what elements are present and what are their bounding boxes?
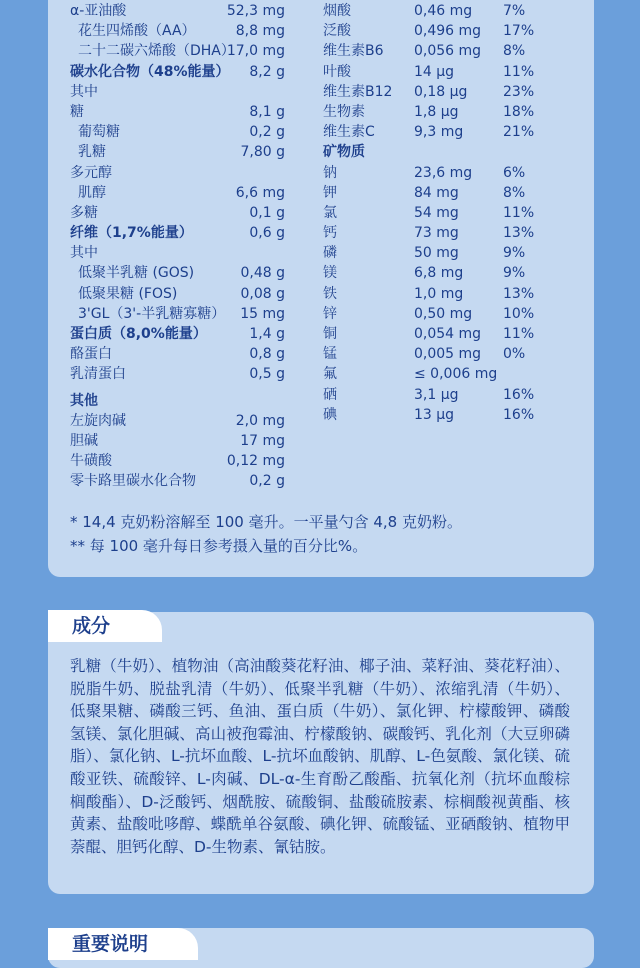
nutrient-row [70,324,285,344]
note-reference-intake: ** 每 100 毫升每日参考摄入量的百分比%。 [70,537,368,555]
nutrient-name: 酪蛋白 [70,346,112,363]
nutrient-row [323,122,563,142]
nutrient-row [70,431,285,451]
nutrient-row [70,223,285,243]
nutrient-row [70,1,285,21]
nutrient-name: 乳清蛋白 [70,366,126,383]
nutrient-row [323,364,563,384]
nutrient-row [70,364,285,384]
nutrient-name: 其他 [70,392,98,409]
nutrient-row [70,304,285,324]
nutrient-row [70,391,285,411]
nutrient-percent: 9% [503,245,526,262]
nutrient-percent: 6% [503,164,526,181]
nutrient-name: 低聚半乳糖 (GOS) [78,265,195,282]
ingredients-title: 成分 [48,610,162,642]
nutrient-row [323,284,563,304]
nutrient-name: 零卡路里碳水化合物 [70,473,196,490]
nutrient-value: 6,6 mg [235,184,285,201]
nutrient-name: 钠 [323,164,337,181]
nutrient-value: 0,5 g [249,366,285,383]
nutrient-name: 胆碱 [70,432,98,449]
nutrient-name: 其中 [70,83,98,100]
nutrient-name: 乳糖 [78,144,106,161]
nutrient-row [70,62,285,82]
nutrient-value: 0,46 mg [414,3,473,19]
nutrient-row [323,304,563,324]
nutrient-row [323,21,563,41]
important-title: 重要说明 [48,928,198,960]
nutrient-row [323,203,563,223]
ingredients-text: 乳糖（牛奶）、植物油（高油酸葵花籽油、椰子油、菜籽油、葵花籽油）、脱脂牛奶、脱盐乳清（牛奶）、低聚半乳糖（牛奶）、浓缩乳清（牛奶）、低聚果糖、磷酸三钙、鱼油、蛋白质（牛奶）、氯化钾、柠檬酸钾、磷酸氢镁、氯化胆碱、高山被孢霉油、柠檬酸钠、碳酸钙、乳化剂（大豆卵磷脂）、氯化钠、L-抗坏血酸、L-抗坏血酸钠、肌醇、L-色氨酸、氯化镁、硫酸亚铁、硫酸锌、L-肉碱、DL-α-生育酚乙酸酯、抗氧化剂（抗坏血酸棕榈酸酯）、D-泛酸钙、烟酰胺、硫酸铜、盐酸硫胺素、棕榈酸视黄酯、核黄素、盐酸吡哆醇、蝶酰单谷氨酸、碘化钾、硫酸锰、亚硒酸钠、植物甲萘醌、胆钙化醇、D-生物素、氰钴胺。 [70,657,570,856]
nutrient-percent: 13% [503,285,535,302]
nutrient-value: 0,8 g [249,346,285,363]
nutrient-name: 叶酸 [323,63,351,80]
nutrient-value: 73 mg [414,225,459,242]
nutrient-value: ≤ 0,006 mg [414,366,498,383]
nutrient-row [70,21,285,41]
nutrient-value: 1,4 g [249,326,285,342]
nutrient-value: 0,08 g [240,285,285,302]
nutrient-row [70,142,285,162]
nutrient-row [70,263,285,283]
nutrient-percent: 18% [503,103,535,120]
nutrient-value: 8,2 g [249,63,285,80]
nutrient-name: 蛋白质（8,0%能量） [70,326,207,342]
nutrient-percent: 17% [503,23,535,40]
nutrient-value: 54 mg [414,204,459,221]
nutrient-value: 0,1 g [249,204,285,221]
nutrient-value: 17 mg [240,432,285,449]
nutrient-row [70,411,285,431]
nutrient-value: 0,12 mg [226,453,285,470]
nutrient-name: 硒 [323,386,337,403]
nutrient-name: 磷 [323,245,337,262]
nutrient-row [323,385,563,405]
nutrient-percent: 10% [503,305,535,322]
nutrient-name: 多元醇 [70,164,112,181]
nutrient-row [70,451,285,471]
nutrient-name: 镁 [323,265,337,282]
nutrient-name: 葡萄糖 [78,124,120,141]
nutrient-row [70,102,285,122]
nutrient-name: 3'GL（3'-半乳糖寡糖） [78,305,226,322]
nutrient-value: 6,8 mg [414,265,464,282]
nutrient-value: 0,48 g [240,265,285,282]
nutrient-name: 泛酸 [323,23,351,40]
nutrient-value: 84 mg [414,184,459,201]
nutrient-name: 花生四烯酸（AA） [78,23,196,40]
nutrient-row [323,1,563,21]
nutrient-row [70,82,285,102]
nutrient-row [70,203,285,223]
nutrient-name: 矿物质 [323,144,365,161]
nutrient-value: 0,2 g [249,124,285,141]
nutrient-row [70,471,285,491]
nutrient-value: 1,8 µg [414,103,459,120]
nutrient-name: 低聚果糖 (FOS) [78,285,178,302]
nutrient-value: 17,0 mg [226,43,285,60]
nutrient-percent: 11% [503,63,535,80]
nutrient-value: 23,6 mg [414,164,473,181]
nutrient-percent: 16% [503,406,535,423]
nutrition-notes [70,510,462,558]
nutrient-row [323,243,563,263]
nutrient-value: 15 mg [240,305,285,322]
nutrient-value: 3,1 µg [414,386,459,403]
nutrient-value: 13 µg [414,406,455,423]
nutrient-value: 0,6 g [249,225,285,242]
nutrient-row [70,122,285,142]
nutrient-name: 维生素B6 [323,43,384,60]
nutrient-value: 8,1 g [249,103,285,120]
nutrient-row [323,62,563,82]
nutrient-name: 二十二碳六烯酸（DHA） [78,43,235,60]
nutrient-value: 0,18 µg [414,83,468,100]
nutrient-name: 左旋肉碱 [70,412,126,429]
nutrient-row [323,405,563,425]
nutrient-value: 0,056 mg [414,43,482,60]
nutrient-row [323,82,563,102]
nutrient-row [323,142,563,162]
note-serving: * 14,4 克奶粉溶解至 100 毫升。一平量勺含 4,8 克奶粉。 [70,513,462,531]
nutrient-value: 52,3 mg [226,3,285,19]
nutrient-percent: 8% [503,184,526,201]
nutrient-name: 肌醇 [78,184,106,201]
nutrient-value: 1,0 mg [414,285,464,302]
nutrient-name: 钙 [323,225,337,242]
nutrient-row [323,41,563,61]
nutrient-percent: 21% [503,124,535,141]
nutrient-percent: 0% [503,346,526,363]
nutrient-row [70,284,285,304]
nutrient-percent: 13% [503,225,535,242]
nutrient-row [70,163,285,183]
nutrient-row [323,102,563,122]
nutrient-name: 纤维（1,7%能量） [70,225,193,242]
nutrient-value: 0,50 mg [414,305,473,322]
nutrient-percent: 16% [503,386,535,403]
nutrient-name: 铁 [323,285,337,302]
nutrient-name: 碘 [323,406,337,423]
nutrient-name: 糖 [70,103,84,120]
nutrient-row [70,41,285,61]
nutrient-value: 50 mg [414,245,459,262]
nutrient-percent: 7% [503,3,526,19]
nutrient-value: 0,496 mg [414,23,482,40]
nutrient-name: 氟 [323,366,337,383]
nutrient-row [70,344,285,364]
nutrient-name: 多糖 [70,204,98,221]
nutrient-name: 烟酸 [323,3,351,19]
nutrient-value: 14 µg [414,63,455,80]
nutrient-name: 铜 [323,326,337,342]
nutrient-name: 牛磺酸 [70,453,112,470]
nutrition-right-column [323,1,563,425]
nutrient-row [323,344,563,364]
nutrient-name: 维生素B12 [323,83,393,100]
nutrition-left-column [70,1,285,492]
nutrient-value: 0,054 mg [414,326,482,342]
nutrient-value: 0,2 g [249,473,285,490]
nutrient-name: 维生素C [323,124,375,141]
nutrient-value: 2,0 mg [235,412,285,429]
nutrient-name: 其中 [70,245,98,262]
nutrient-percent: 11% [503,204,535,221]
nutrient-name: 氯 [323,204,337,221]
nutrient-name: 碳水化合物（48%能量） [70,63,230,80]
nutrient-name: 锌 [323,305,337,322]
nutrient-name: α-亚油酸 [70,3,127,19]
nutrient-row [323,183,563,203]
nutrient-name: 锰 [323,346,337,363]
nutrient-row [70,183,285,203]
nutrient-row [323,163,563,183]
nutrient-row [323,223,563,243]
nutrient-row [323,324,563,344]
nutrient-value: 9,3 mg [414,124,464,141]
nutrient-row [70,243,285,263]
nutrient-percent: 23% [503,83,535,100]
nutrient-percent: 8% [503,43,526,60]
nutrient-value: 7,80 g [240,144,285,161]
nutrient-row [323,263,563,283]
nutrient-name: 钾 [323,184,337,201]
nutrient-percent: 11% [503,326,535,342]
nutrient-value: 0,005 mg [414,346,482,363]
nutrient-name: 生物素 [323,103,365,120]
nutrient-percent: 9% [503,265,526,282]
nutrient-value: 8,8 mg [235,23,285,40]
